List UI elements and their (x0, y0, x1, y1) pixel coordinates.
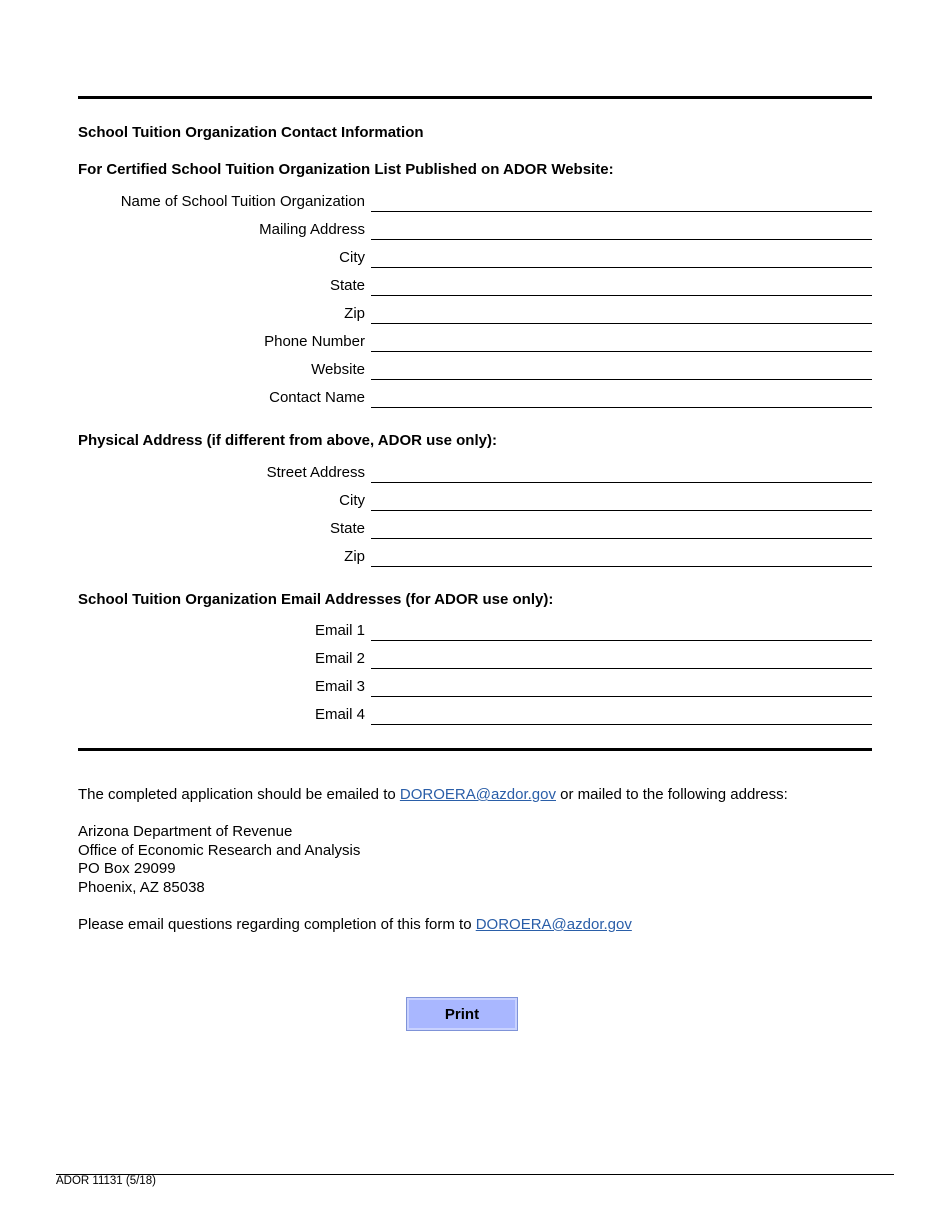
instructions-suffix: or mailed to the following address: (556, 786, 788, 803)
website-input[interactable] (371, 359, 872, 380)
field-row-phone-number (78, 330, 872, 352)
organization-name-input[interactable] (371, 191, 872, 212)
print-button[interactable]: Print (406, 997, 518, 1031)
field-row-contact-name (78, 386, 872, 408)
physical-city-input[interactable] (371, 490, 872, 511)
phone-number-input[interactable] (371, 331, 872, 352)
questions-email-link[interactable]: DOROERA@azdor.gov (475, 916, 632, 933)
field-row-zip (78, 302, 872, 324)
physical-state-input[interactable] (371, 518, 872, 539)
field-row-email-4 (78, 703, 872, 725)
field-row-email-2 (78, 647, 872, 669)
field-label: Zip (344, 305, 365, 322)
field-label: State (329, 520, 365, 537)
field-row-mailing-address (78, 218, 872, 240)
field-label: Mailing Address (259, 221, 365, 238)
field-label: Email 2 (314, 650, 365, 667)
field-label: State (329, 277, 365, 294)
mailing-address-input[interactable] (371, 219, 872, 240)
field-row-physical-city (78, 489, 872, 511)
email-3-input[interactable] (371, 676, 872, 697)
field-row-state (78, 274, 872, 296)
field-label: Email 4 (314, 706, 365, 723)
field-label: City (339, 492, 365, 509)
field-row-city (78, 246, 872, 268)
field-label: Zip (344, 548, 365, 565)
address-line: Phoenix, AZ 85038 (78, 878, 205, 896)
email-4-input[interactable] (371, 704, 872, 725)
contact-name-input[interactable] (371, 387, 872, 408)
questions-prefix: Please email questions regarding completion of this form to (78, 916, 476, 933)
email-link[interactable]: DOROERA@azdor.gov (399, 786, 556, 803)
submission-instructions (78, 786, 788, 805)
section-subtitle-contact: For Certified School Tuition Organization List Published on ADOR Website: (78, 161, 614, 178)
field-label: Website (311, 361, 365, 378)
field-label: Email 1 (314, 622, 365, 639)
state-input[interactable] (371, 275, 872, 296)
form-id: ADOR 11131 (5/18) (56, 1175, 156, 1187)
field-row-physical-zip (78, 545, 872, 567)
field-row-website (78, 358, 872, 380)
address-line: Arizona Department of Revenue (78, 823, 293, 840)
city-input[interactable] (371, 247, 872, 268)
email-1-input[interactable] (371, 620, 872, 641)
questions-text (78, 916, 632, 935)
field-row-email-3 (78, 675, 872, 697)
top-divider (78, 96, 872, 99)
field-label: Phone Number (264, 333, 365, 350)
field-label: Name of School Tuition Organization (120, 193, 365, 210)
field-label: Email 3 (314, 678, 365, 695)
bottom-divider (78, 748, 872, 751)
field-row-organization-name (78, 190, 872, 212)
section-title-physical-address: Physical Address (if different from above, ADOR use only): (78, 432, 497, 449)
instructions-prefix: The completed application should be emailed to (78, 786, 400, 803)
section-title-email-addresses: School Tuition Organization Email Addresses (for ADOR use only): (78, 591, 554, 608)
field-label: City (339, 249, 365, 266)
mailing-address-block (78, 823, 360, 897)
field-label: Street Address (266, 464, 365, 481)
field-label: Contact Name (269, 389, 365, 406)
zip-input[interactable] (371, 303, 872, 324)
field-row-physical-state (78, 517, 872, 539)
section-title-contact: School Tuition Organization Contact Information (78, 124, 424, 141)
footer-divider (56, 1174, 894, 1175)
street-address-input[interactable] (371, 462, 872, 483)
field-row-street-address (78, 461, 872, 483)
address-line: Office of Economic Research and Analysis (78, 841, 361, 859)
physical-zip-input[interactable] (371, 546, 872, 567)
address-line: PO Box 29099 (78, 860, 176, 877)
field-row-email-1 (78, 619, 872, 641)
email-2-input[interactable] (371, 648, 872, 669)
